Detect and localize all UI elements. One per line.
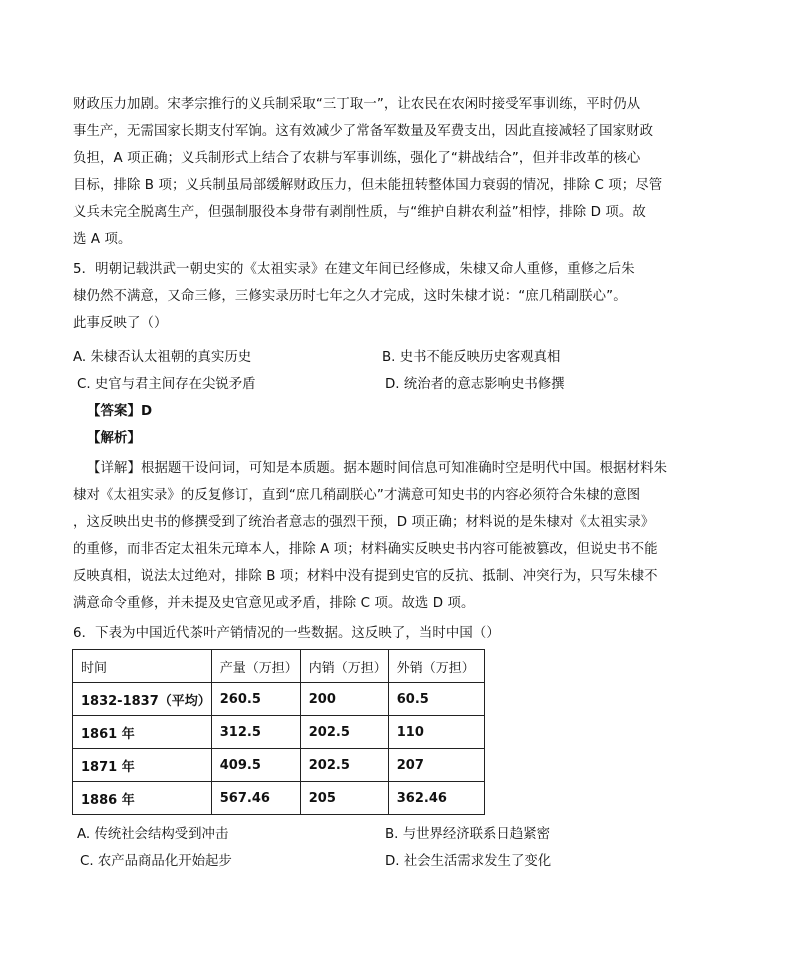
table-header-cell: 外销（万担）	[388, 650, 484, 683]
question6-stem: 6．下表为中国近代茶叶产销情况的一些数据。这反映了，当时中国（）	[73, 626, 500, 641]
table-row	[73, 683, 485, 716]
detail-line: 反映真相，说法太过绝对，排除 B 项；材料中没有提到史官的反抗、抵制、冲突行为，只写朱棣不	[73, 569, 658, 584]
table-cell: 312.5	[211, 716, 300, 749]
question5-stem-line: 此事反映了（）	[73, 316, 168, 331]
table-cell: 1832-1837（平均）	[73, 683, 212, 716]
table-row	[73, 749, 485, 782]
table-cell: 207	[388, 749, 484, 782]
table-cell: 1886 年	[73, 782, 212, 815]
table-cell: 409.5	[211, 749, 300, 782]
table-cell: 1861 年	[73, 716, 212, 749]
question6-option-c: C. 农产品商品化开始起步	[80, 854, 232, 869]
detail-line: 满意命令重修，并未提及史官意见或矛盾，排除 C 项。故选 D 项。	[73, 596, 475, 611]
paragraph-line: 财政压力加剧。宋孝宗推行的义兵制采取“三丁取一”，让农民在农闲时接受军事训练，平时仍从	[73, 97, 641, 112]
table-header-cell: 时间	[73, 650, 212, 683]
detail-line: 棣对《太祖实录》的反复修订，直到“庶几稍副朕心”才满意可知史书的内容必须符合朱棣的意图	[73, 488, 641, 503]
table-cell: 202.5	[300, 716, 388, 749]
question5-option-c: C. 史官与君主间存在尖锐矛盾	[77, 377, 256, 392]
question5-stem-line: 棣仍然不满意，又命三修，三修实录历时七年之久才完成，这时朱棣才说：“庶几稍副朕心”。	[73, 289, 627, 304]
table-cell: 567.46	[211, 782, 300, 815]
table-cell: 202.5	[300, 749, 388, 782]
table-cell: 200	[300, 683, 388, 716]
detail-line: 的重修，而非否定太祖朱元璋本人，排除 A 项；材料确实反映史书内容可能被篡改，但说史书不能	[73, 542, 658, 557]
table-cell: 1871 年	[73, 749, 212, 782]
paragraph-line: 目标，排除 B 项；义兵制虽局部缓解财政压力，但未能扭转整体国力衰弱的情况，排除 C 项；尽管	[73, 178, 663, 193]
question5-option-b: B. 史书不能反映历史客观真相	[382, 350, 561, 365]
detail-line: 【详解】根据题干设问词，可知是本质题。据本题时间信息可知准确时空是明代中国。根据材料朱	[87, 461, 668, 476]
table-row	[73, 716, 485, 749]
question5-option-a: A. 朱棣否认太祖朝的真实历史	[73, 350, 252, 365]
table-row	[73, 782, 485, 815]
table-header-cell: 内销（万担）	[300, 650, 388, 683]
analysis-label: 【解析】	[87, 431, 141, 446]
question6-option-d: D. 社会生活需求发生了变化	[385, 854, 552, 869]
table-header-cell: 产量（万担）	[211, 650, 300, 683]
paragraph-line: 负担，A 项正确；义兵制形式上结合了农耕与军事训练，强化了“耕战结合”，但并非改革的核心	[73, 151, 641, 166]
detail-line: ，这反映出史书的修撰受到了统治者意志的强烈干预，D 项正确；材料说的是朱棣对《太祖实录》	[73, 515, 655, 530]
paragraph-line: 事生产，无需国家长期支付军饷。这有效减少了常备军数量及军费支出，因此直接减轻了国家财政	[73, 124, 654, 139]
table-cell: 205	[300, 782, 388, 815]
question5-stem-line: 5．明朝记载洪武一朝史实的《太祖实录》在建文年间已经修成，朱棣又命人重修，重修之后朱	[73, 262, 635, 277]
table-cell: 110	[388, 716, 484, 749]
tea-data-table	[72, 649, 485, 815]
answer-label: 【答案】D	[87, 404, 153, 419]
question6-option-a: A. 传统社会结构受到冲击	[77, 827, 229, 842]
table-cell: 260.5	[211, 683, 300, 716]
paragraph-line: 义兵未完全脱离生产，但强制服役本身带有剥削性质，与“维护自耕农利益”相悖，排除 D 项。故	[73, 205, 646, 220]
table-header-row	[73, 650, 485, 683]
question6-option-b: B. 与世界经济联系日趋紧密	[385, 827, 550, 842]
question5-option-d: D. 统治者的意志影响史书修撰	[385, 377, 565, 392]
table-cell: 362.46	[388, 782, 484, 815]
table-cell: 60.5	[388, 683, 484, 716]
paragraph-line: 选 A 项。	[73, 232, 132, 247]
